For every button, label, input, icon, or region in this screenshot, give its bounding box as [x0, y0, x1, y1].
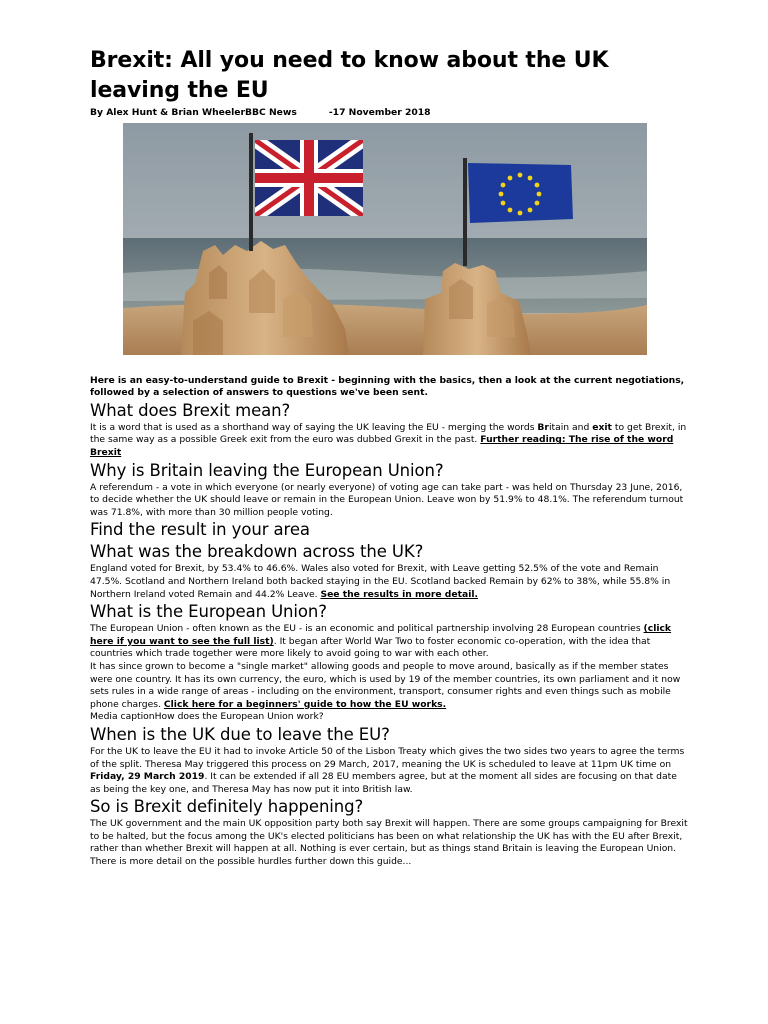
paragraph-breakdown: [90, 563, 690, 601]
text-span: to get Brexit, in the same way as a possible Greek exit from the euro was dubbed Grexit in the past.: [90, 421, 687, 446]
heading-what-is-eu: What is the European Union?: [90, 602, 327, 622]
media-caption: Media captionHow does the European Union work?: [90, 711, 324, 723]
text-span: It has since grown to become a "single market" allowing goods and people to move around, basically as if the member states were one country. It has its own currency, the euro, which is used by 19 of the member countries, its own parliament and it now sets rules in a wide range of areas - including on the environment, transport, consumer rights and even things such as mobile phone charges.: [90, 660, 681, 710]
text-span: The European Union - often known as the EU - is an economic and political partnership involving 28 European countries: [90, 623, 644, 635]
text-span: For the UK to leave the EU it had to invoke Article 50 of the Lisbon Treaty which gives the two sides two years to agree the terms of the split. Theresa May triggered this process on 29 March, 2017, meaning the UK is scheduled to leave at 11pm UK time on: [90, 745, 685, 770]
heading-why-leaving: Why is Britain leaving the European Union?: [90, 460, 444, 480]
flags-on-sandcastles-photo: [123, 123, 647, 355]
link-beginners-guide[interactable]: Click here for a beginners' guide to how the EU works.: [163, 698, 447, 710]
article: [90, 46, 690, 869]
text-span: England voted for Brexit, by 53.4% to 46.6%. Wales also voted for Brexit, with Leave getting 52.5% of the vote and Remain 47.5%. Scotland and Northern Ireland both backed staying in the EU. Scotland backed Remain by 62% to 38%, while 55.8% in Northern Ireland voted Remain and 44.2% Leave.: [90, 563, 671, 600]
paragraph-definitely-happening: The UK government and the main UK opposition party both say Brexit will happen. There are some groups campaigning for Brexit to be halted, but the focus among the UK's elected politicians has been on what relationship the UK has with the EU after Brexit, rather than whether Brexit will happen at all. Nothing is ever certain, but as things stand Britain is leaving the European Union. There is more detail on the possible hurdles further down this guide...: [90, 818, 688, 868]
paragraph-eu-intro: [90, 623, 690, 661]
bold-text: exit: [592, 421, 612, 433]
paragraph-single-market: [90, 661, 690, 711]
link-further-reading[interactable]: Further reading: The rise of the word Brexit: [90, 434, 674, 458]
link-see-results[interactable]: See the results in more detail.: [320, 588, 478, 600]
heading-definitely-happening: So is Brexit definitely happening?: [90, 797, 364, 817]
bold-text: Br: [537, 421, 549, 433]
heading-what-does-brexit-mean: What does Brexit mean?: [90, 400, 291, 420]
paragraph-article-50: [90, 746, 690, 796]
text-span: It is a word that is used as a shorthand way of saying the UK leaving the EU - merging the words: [90, 421, 538, 433]
heading-when-leave: When is the UK due to leave the EU?: [90, 724, 390, 744]
article-title: Brexit: All you need to know about the UK leaving the EU: [90, 48, 609, 103]
text-span: . It can be extended if all 28 EU members agree, but at the moment all sides are focusing on that date as being the key one, and Theresa May has now put it into British law.: [90, 771, 677, 795]
paragraph-brexit-meaning: [90, 422, 690, 460]
article-byline: By Alex Hunt & Brian WheelerBBC News -17 November 2018: [90, 107, 431, 118]
heading-find-result: Find the result in your area: [90, 520, 310, 540]
bold-date: Friday, 29 March 2019: [90, 771, 205, 783]
heading-breakdown: What was the breakdown across the UK?: [90, 542, 424, 562]
link-full-list[interactable]: (click here if you want to see the full list): [90, 623, 672, 647]
text-span: . It began after World War Two to foster economic co-operation, with the idea that countries which trade together were more likely to avoid going to war with each other.: [90, 635, 651, 660]
paragraph-referendum: A referendum - a vote in which everyone (or nearly everyone) of voting age can take part - was held on Thursday 23 June, 2016, to decide whether the UK should leave or remain in the European Union. Leave won by 51.9% to 48.1%. The referendum turnout was 71.8%, with more than 30 million people voting.: [90, 481, 684, 518]
text-span: itain and: [548, 421, 593, 433]
intro-paragraph: Here is an easy-to-understand guide to Brexit - beginning with the basics, then a look at the current negotiations, followed by a selection of answers to questions we've been sent.: [90, 375, 685, 399]
